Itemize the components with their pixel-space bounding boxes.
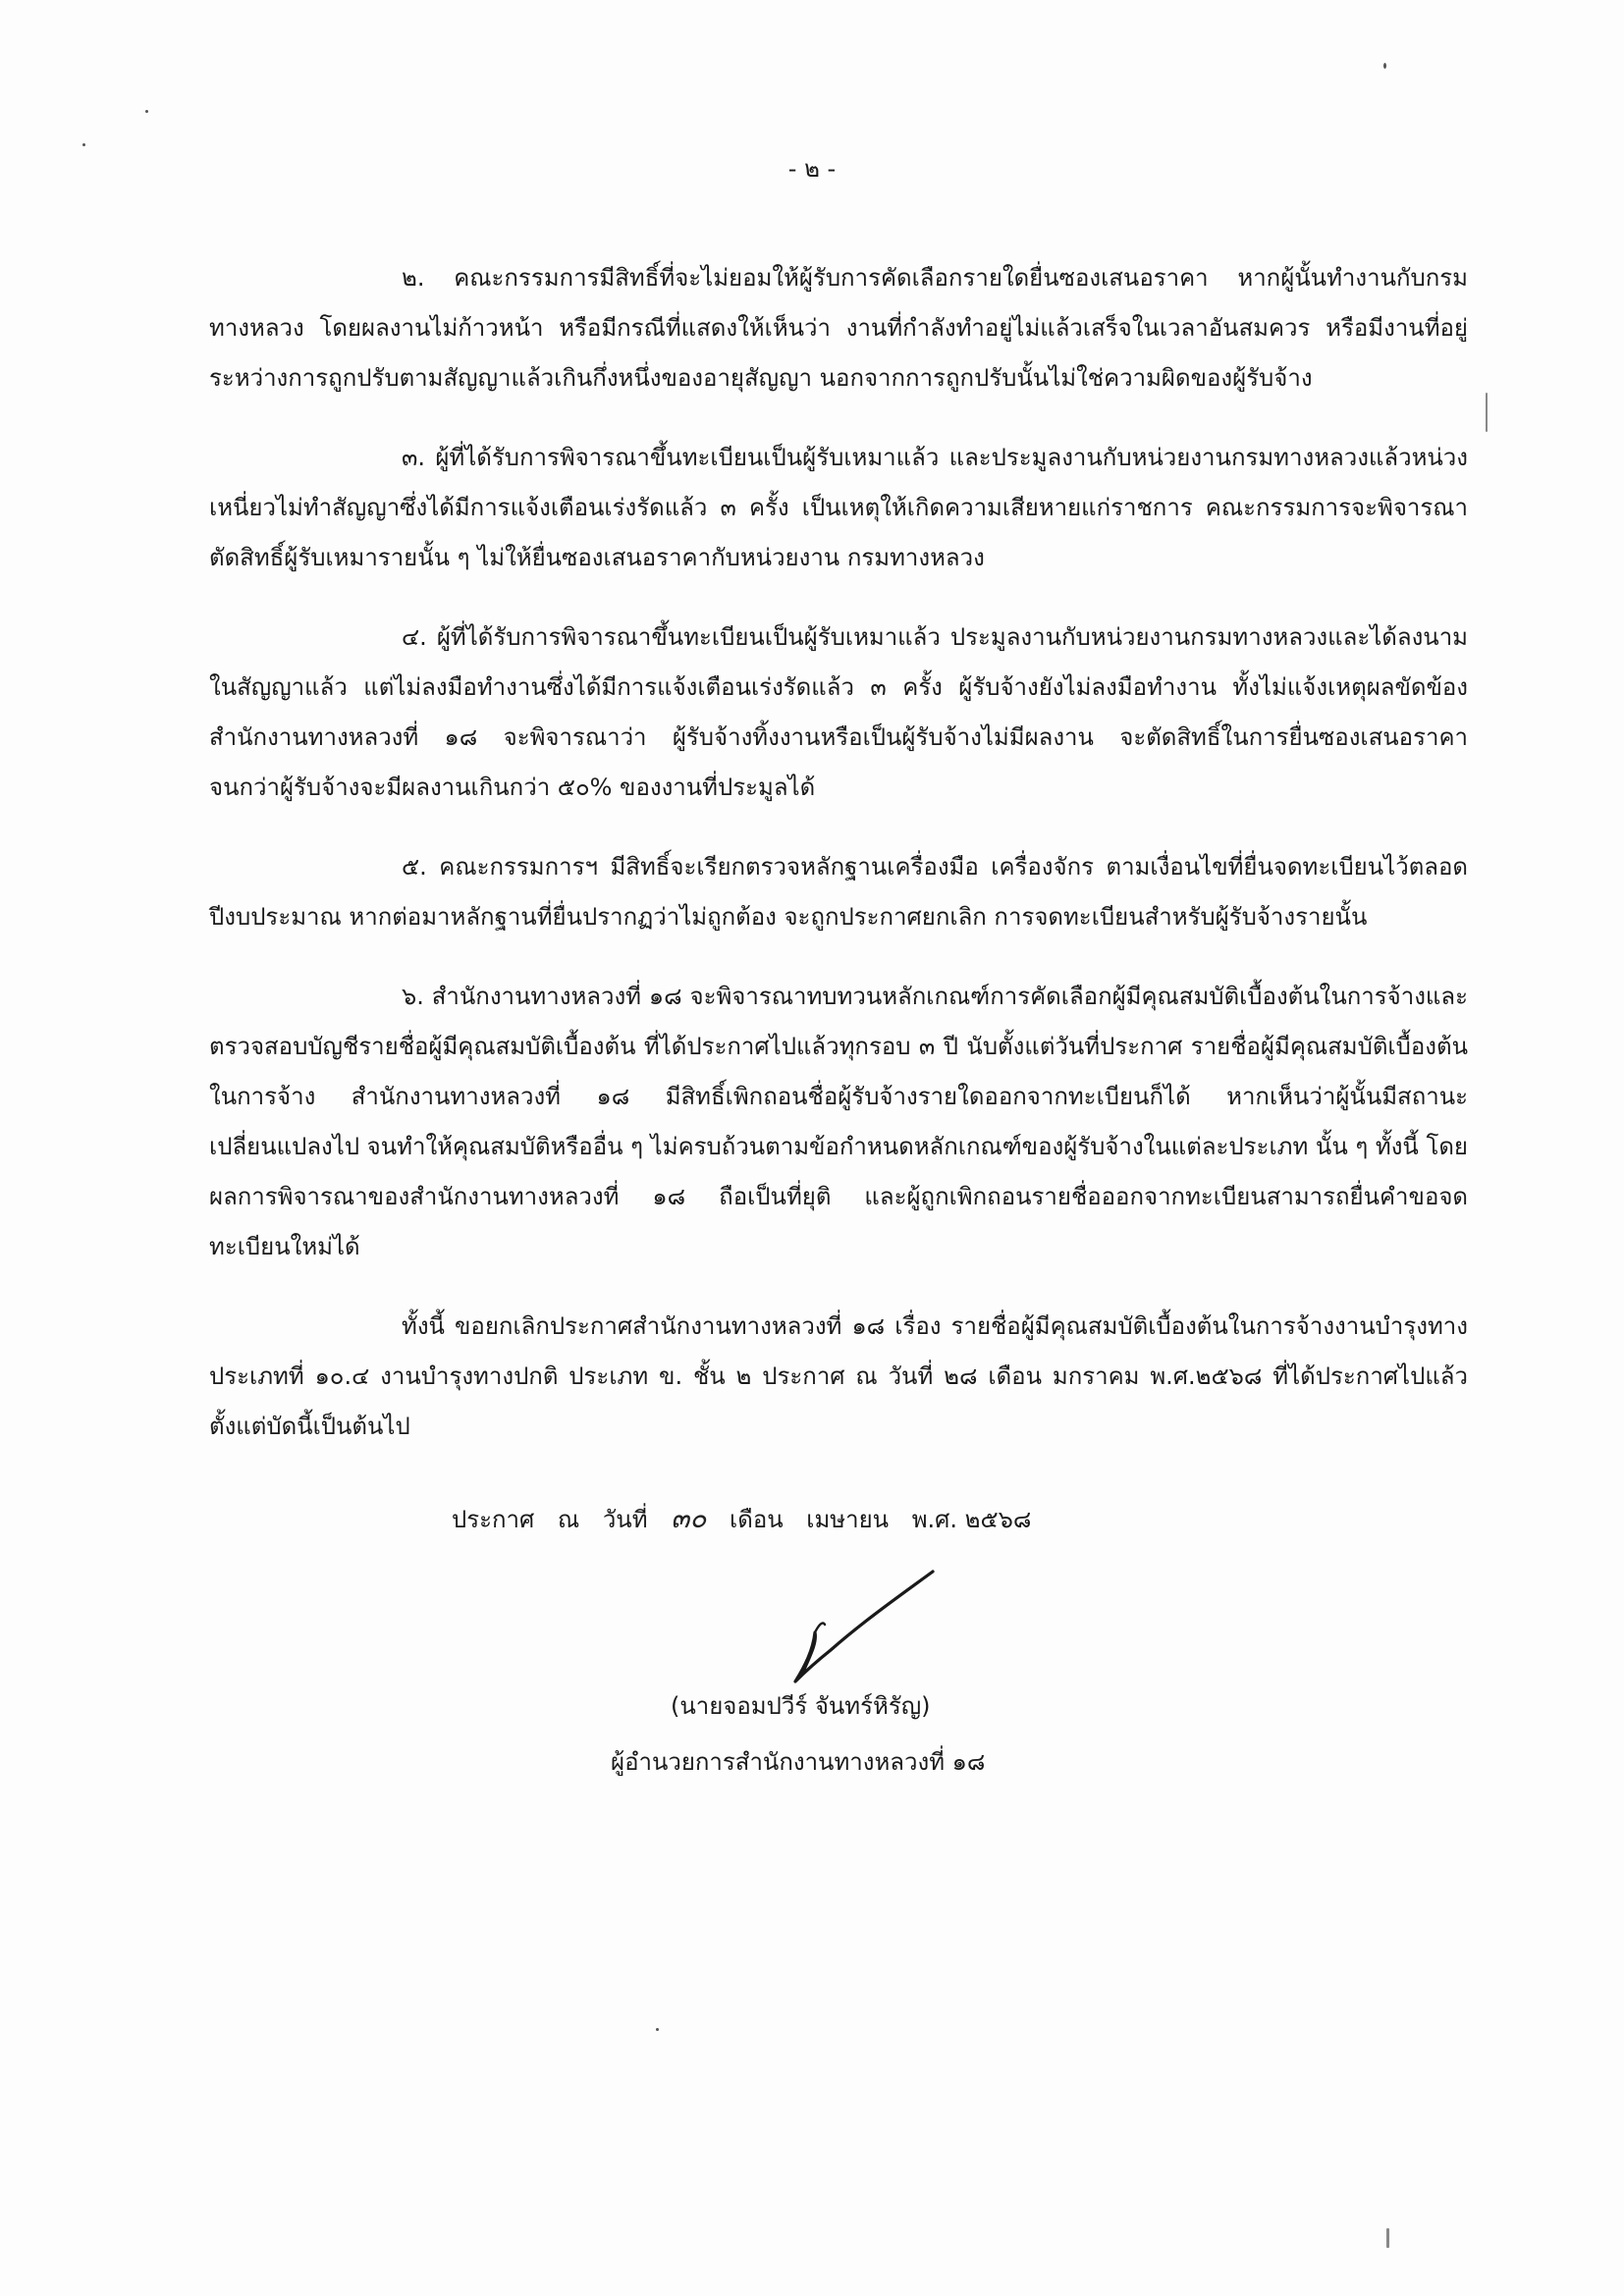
paragraph-clause-6: ๖. สำนักงานทางหลวงที่ ๑๘ จะพิจารณาทบทวนหลักเกณฑ์การคัดเลือกผู้มีคุณสมบัติเบื้องต้นในการจ้างและตรวจสอบบัญชีรายชื่อผู้มีคุณสมบัติเบื้องต้น ที่ได้ประกาศไปแล้วทุกรอบ ๓ ปี นับตั้งแต่วันที่ประกาศ รายชื่อผู้มีคุณสมบัติเบื้องต้นในการจ้าง สำนักงานทางหลวงที่ ๑๘ มีสิทธิ์เพิกถอนชื่อผู้รับจ้างรายใดออกจากทะเบียนก็ได้ หากเห็นว่าผู้นั้นมีสถานะเปลี่ยนแปลงไป จนทำให้คุณสมบัติหรืออื่น ๆ ไม่ครบถ้วนตามข้อกำหนดหลักเกณฑ์ของผู้รับจ้างในแต่ละประเภท นั้น ๆ ทั้งนี้ โดยผลการพิจารณาของสำนักงานทางหลวงที่ ๑๘ ถือเป็นที่ยุติ และผู้ถูกเพิกถอนรายชื่อออกจากทะเบียนสามารถยื่นคำขอจดทะเบียนใหม่ได้ (209, 983, 1468, 1260)
announcement-year: พ.ศ. ๒๕๖๘ (911, 1506, 1032, 1533)
signer-name: (นายจอมปวีร์ จันทร์หิรัญ) (671, 1692, 931, 1720)
announcement-month-label: เดือน (730, 1506, 784, 1533)
page-number: - ๒ - (787, 155, 837, 183)
scan-speck (145, 110, 148, 113)
paragraph-clause-2: ๒. คณะกรรมการมีสิทธิ์ที่จะไม่ยอมให้ผู้รับการคัดเลือกรายใดยื่นซองเสนอราคา หากผู้นั้นทำงานกับกรมทางหลวง โดยผลงานไม่ก้าวหน้า หรือมีกรณีที่แสดงให้เห็นว่า งานที่กำลังทำอยู่ไม่แล้วเสร็จในเวลาอันสมควร หรือมีงานที่อยู่ระหว่างการถูกปรับตามสัญญาแล้วเกินกึ่งหนึ่งของอายุสัญญา นอกจากการถูกปรับนั้นไม่ใช่ความผิดของผู้รับจ้าง (209, 264, 1468, 392)
scan-speck (656, 2028, 659, 2031)
scan-speck (1486, 393, 1488, 432)
paragraph-clause-5: ๕. คณะกรรมการฯ มีสิทธิ์จะเรียกตรวจหลักฐานเครื่องมือ เครื่องจักร ตามเงื่อนไขที่ยื่นจดทะเบียนไว้ตลอดปีงบประมาณ หากต่อมาหลักฐานที่ยื่นปรากฏว่าไม่ถูกต้อง จะถูกประกาศยกเลิก การจดทะเบียนสำหรับผู้รับจ้างรายนั้น (209, 853, 1468, 931)
signer-title: ผู้อำนวยการสำนักงานทางหลวงที่ ๑๘ (611, 1748, 986, 1776)
paragraph-clause-4: ๔. ผู้ที่ได้รับการพิจารณาขึ้นทะเบียนเป็นผู้รับเหมาแล้ว ประมูลงานกับหน่วยงานกรมทางหลวงและได้ลงนามในสัญญาแล้ว แต่ไม่ลงมือทำงานซึ่งได้มีการแจ้งเตือนเร่งรัดแล้ว ๓ ครั้ง ผู้รับจ้างยังไม่ลงมือทำงาน ทั้งไม่แจ้งเหตุผลขัดข้อง สำนักงานทางหลวงที่ ๑๘ จะพิจารณาว่า ผู้รับจ้างทิ้งงานหรือเป็นผู้รับจ้างไม่มีผลงาน จะตัดสิทธิ์ในการยื่นซองเสนอราคา จนกว่าผู้รับจ้างจะมีผลงานเกินกว่า ๕๐% ของงานที่ประมูลได้ (209, 623, 1469, 801)
announcement-prefix: ประกาศ (452, 1506, 535, 1533)
scan-speck (82, 143, 85, 146)
announcement-month-value: เมษายน (806, 1506, 890, 1533)
announcement-day-value: ๓๐ (671, 1502, 707, 1534)
announcement-at: ณ (557, 1506, 580, 1533)
announcement-date-line (452, 1497, 1047, 1540)
document-body (209, 253, 1468, 1481)
signature-icon (776, 1556, 972, 1703)
scan-speck (1383, 63, 1386, 69)
paragraph-clause-3: ๓. ผู้ที่ได้รับการพิจารณาขึ้นทะเบียนเป็นผู้รับเหมาแล้ว และประมูลงานกับหน่วยงานกรมทางหลวงแล้วหน่วงเหนี่ยวไม่ทำสัญญาซึ่งได้มีการแจ้งเตือนเร่งรัดแล้ว ๓ ครั้ง เป็นเหตุให้เกิดความเสียหายแก่ราชการ คณะกรรมการจะพิจารณาตัดสิทธิ์ผู้รับเหมารายนั้น ๆ ไม่ให้ยื่นซองเสนอราคากับหน่วยงาน กรมทางหลวง (209, 444, 1468, 571)
scan-speck (1386, 2228, 1389, 2248)
announcement-day-label: วันที่ (602, 1506, 648, 1533)
paragraph-revocation: ทั้งนี้ ขอยกเลิกประกาศสำนักงานทางหลวงที่ ๑๘ เรื่อง รายชื่อผู้มีคุณสมบัติเบื้องต้นในการจ้างงานบำรุงทาง ประเภทที่ ๑๐.๔ งานบำรุงทางปกติ ประเภท ข. ชั้น ๒ ประกาศ ณ วันที่ ๒๘ เดือน มกราคม พ.ศ.๒๕๖๘ ที่ได้ประกาศไปแล้ว ตั้งแต่บัดนี้เป็นต้นไป (209, 1312, 1468, 1440)
